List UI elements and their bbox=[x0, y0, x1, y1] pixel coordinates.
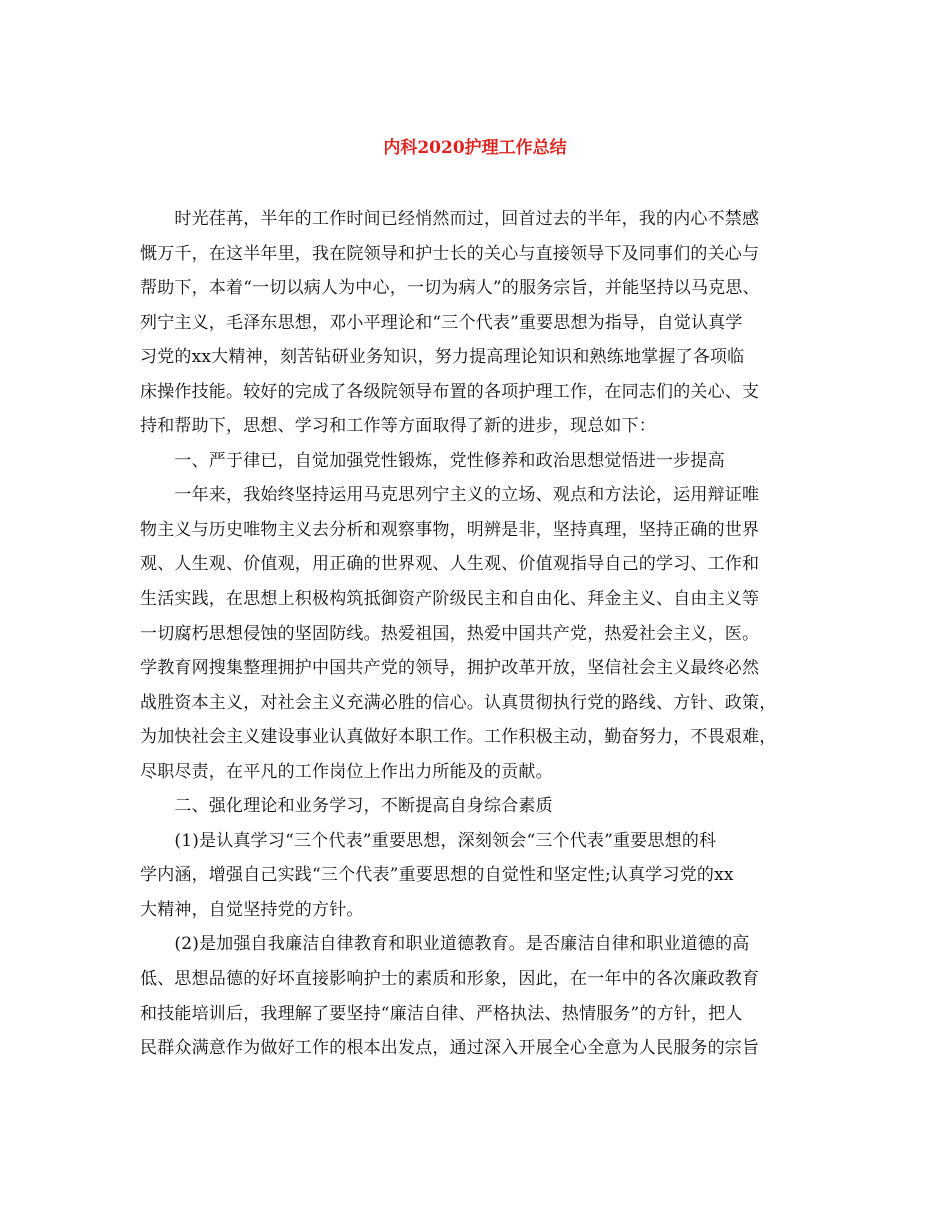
section-heading-1: 一、严于律已，自觉加强党性锻炼，党性修养和政治思想觉悟进一步提高 bbox=[140, 450, 725, 471]
body-line: 大精神，自觉坚持党的方针。 bbox=[140, 899, 364, 920]
body-line: 时光荏苒，半年的工作时间已经悄然而过，回首过去的半年，我的内心不禁感 bbox=[140, 209, 760, 229]
body-line: 民群众满意作为做好工作的根本出发点，通过深入开展全心全意为人民服务的宗旨 bbox=[140, 1038, 760, 1059]
body-line: 帮助下，本着“一切以病人为中心，一切为病人”的服务宗旨，并能坚持以马克思、 bbox=[140, 278, 760, 299]
section-heading-2: 二、强化理论和业务学习，不断提高自身综合素质 bbox=[140, 796, 553, 817]
body-line: 学内涵，增强自己实践“三个代表”重要思想的自觉性和坚定性;认真学习党的xx bbox=[140, 865, 734, 886]
body-line: 慨万千，在这半年里，我在院领导和护士长的关心与直接领导下及同事们的关心与 bbox=[140, 243, 760, 264]
body-line: 一切腐朽思想侵蚀的坚固防线。热爱祖国，热爱中国共产党，热爱社会主义，医。 bbox=[140, 623, 760, 644]
body-line: 生活实践，在思想上积极构筑抵御资产阶级民主和自由化、拜金主义、自由主义等 bbox=[140, 589, 760, 610]
body-line: 床操作技能。较好的完成了各级院领导布置的各项护理工作，在同志们的关心、支 bbox=[140, 381, 760, 402]
body-line: 低、思想品德的好坏直接影响护士的素质和形象，因此，在一年中的各次廉政教育 bbox=[140, 969, 760, 990]
body-line: 物主义与历史唯物主义去分析和观察事物，明辨是非，坚持真理，坚持正确的世界 bbox=[140, 519, 760, 540]
body-line: 持和帮助下，思想、学习和工作等方面取得了新的进步，现总如下： bbox=[140, 416, 656, 437]
body-line: 观、人生观、价值观，用正确的世界观、人生观、价值观指导自己的学习、工作和 bbox=[140, 554, 760, 575]
body-line: 列宁主义，毛泽东思想，邓小平理论和“三个代表”重要思想为指导，自觉认真学 bbox=[140, 312, 743, 333]
body-line: 为加快社会主义建设事业认真做好本职工作。工作积极主动，勤奋努力，不畏艰难， bbox=[140, 727, 777, 748]
document-title: 内科2020护理工作总结 bbox=[383, 138, 567, 158]
body-line: 战胜资本主义，对社会主义充满必胜的信心。认真贯彻执行党的路线、方针、政策， bbox=[140, 692, 777, 713]
body-line: (2)是加强自我廉洁自律教育和职业道德教育。是否廉洁自律和职业道德的高 bbox=[140, 934, 750, 955]
body-line: 一年来，我始终坚持运用马克思列宁主义的立场、观点和方法论，运用辩证唯 bbox=[140, 485, 760, 506]
body-line: 习党的xx大精神，刻苦钻研业务知识，努力提高理论知识和熟练地掌握了各项临 bbox=[140, 347, 745, 368]
body-line: 尽职尽责，在平凡的工作岗位上作出力所能及的贡献。 bbox=[140, 761, 553, 782]
body-line: 学教育网搜集整理拥护中国共产党的领导，拥护改革开放，坚信社会主义最终必然 bbox=[140, 658, 760, 679]
body-line: (1)是认真学习“三个代表”重要思想，深刻领会“三个代表”重要思想的科 bbox=[140, 830, 717, 851]
body-line: 和技能培训后，我理解了要坚持“廉洁自律、严格执法、热情服务”的方针，把人 bbox=[140, 1003, 743, 1024]
document-body bbox=[140, 202, 820, 1066]
